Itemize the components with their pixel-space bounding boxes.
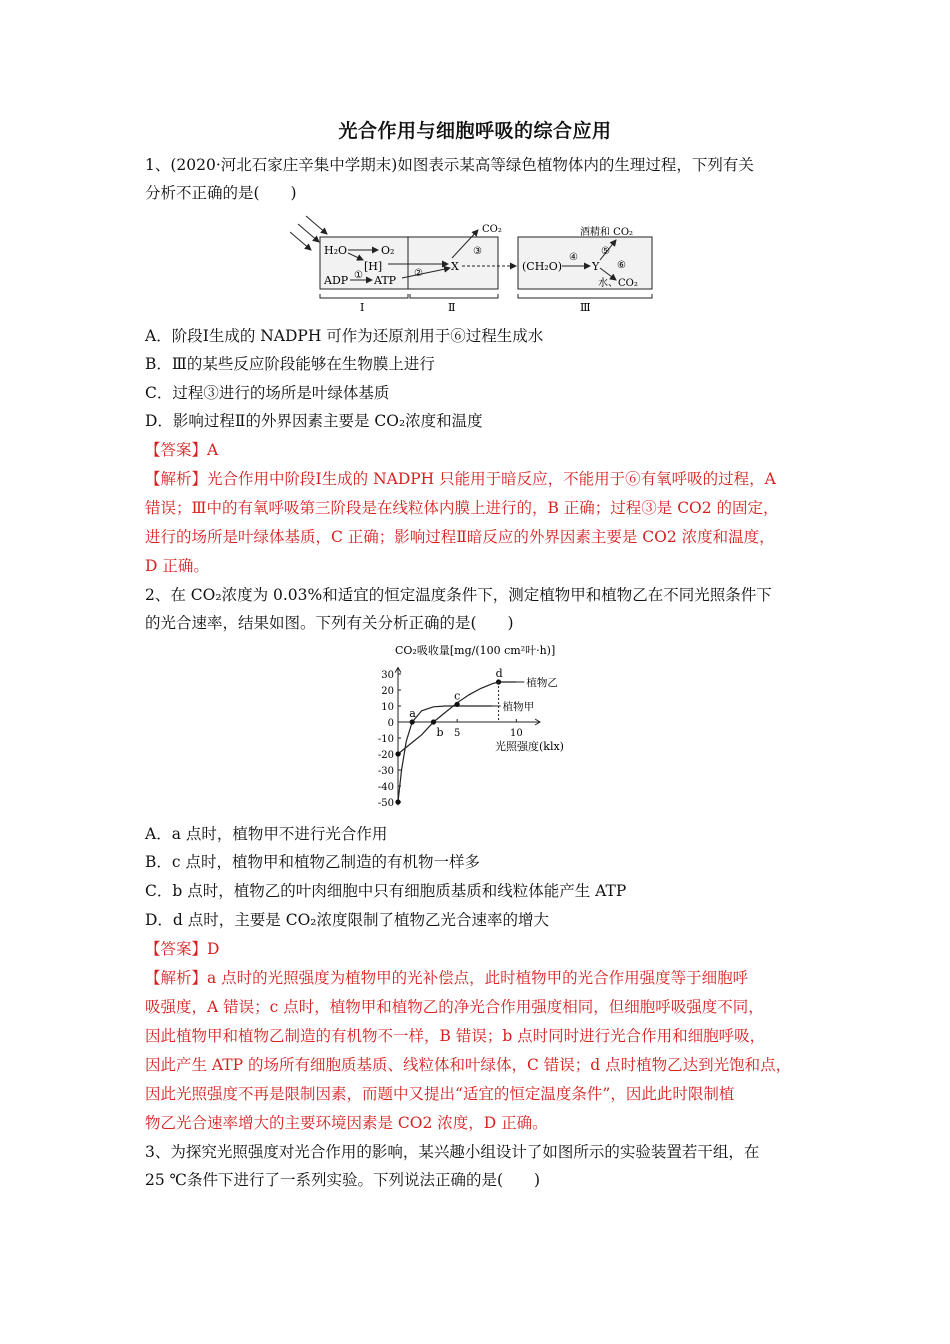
chart-start-point [395, 799, 400, 804]
o2-label: O₂ [381, 244, 395, 257]
chart-series-name: 植物甲 [502, 701, 535, 713]
q1-answer-value: A [207, 441, 219, 459]
circle-2: ② [414, 268, 423, 279]
chart-point-label-a: a [409, 707, 416, 720]
chart-y-tick-label: 20 [381, 686, 394, 697]
q2-option-a: A．a 点时，植物甲不进行光合作用 [145, 825, 388, 843]
chart-y-tick-label: -10 [377, 734, 394, 745]
q2-exp-label: 【解析】 [145, 969, 208, 987]
q2-explanation-line6: 物乙光合速率增大的主要环境因素是 CO2 浓度，D 正确。 [145, 1114, 548, 1132]
q1-answer-label: 【答案】 [145, 441, 208, 459]
q1-exp-text1: 光合作用中阶段Ⅰ生成的 NADPH 只能用于暗反应，不能用于⑥有氧呼吸的过程，A [207, 470, 776, 488]
circle-1: ① [354, 270, 363, 281]
q1-process-diagram [290, 210, 665, 315]
q1-answer [145, 440, 825, 460]
h-label: [H] [364, 260, 383, 273]
light-arrow-2 [298, 224, 319, 242]
x-label: X [451, 260, 459, 273]
q1-stem-line2: 分析不正确的是( ) [145, 184, 297, 202]
light-arrow-3 [290, 232, 311, 250]
chart-ylabel: CO₂吸收量[mg/(100 cm²叶·h)] [395, 644, 556, 657]
q2-exp-text1: a 点时的光照强度为植物甲的光补偿点，此时植物甲的光合作用强度等于细胞呼 [207, 969, 749, 987]
q2-explanation-line1 [145, 968, 825, 988]
q1-option-a: A．阶段Ⅰ生成的 NADPH 可作为还原剂用于⑥过程生成水 [145, 327, 544, 345]
water-co2-label: 水、CO₂ [598, 278, 638, 289]
q1-option-b: B．Ⅲ的某些反应阶段能够在生物膜上进行 [145, 355, 435, 373]
q3-stem-line1: 3、为探究光照强度对光合作用的影响，某兴趣小组设计了如图所示的实验装置若干组，在 [145, 1143, 760, 1161]
page-title: 光合作用与细胞呼吸的综合应用 [338, 120, 612, 142]
chart-point-a [410, 719, 415, 724]
y-label: Y [592, 260, 600, 273]
q1-stem-line1: 1、(2020·河北石家庄辛集中学期末)如图表示某高等绿色植物体内的生理过程，下列有关 [145, 156, 754, 174]
q2-explanation-line5: 因此光照强度不再是限制因素，而题中又提出“适宜的恒定温度条件”，因此此时限制植 [145, 1085, 735, 1103]
circle-6: ⑥ [617, 260, 626, 271]
chart-x-tick-label: 10 [509, 728, 523, 739]
q2-explanation-line4: 因此产生 ATP 的场所有细胞质基质、线粒体和叶绿体，C 错误；d 点时植物乙达到光饱和点， [145, 1056, 792, 1074]
co2-top-label: CO₂ [482, 224, 502, 235]
q3-stem-line2: 25 ℃条件下进行了一系列实验。下列说法正确的是( ) [145, 1171, 541, 1189]
q1-explanation-line3: 进行的场所是叶绿体基质，C 正确；影响过程Ⅱ暗反应的外界因素主要是 CO2 浓度和温度， [145, 528, 775, 546]
q1-explanation-line2: 错误；Ⅲ中的有氧呼吸第三阶段是在线粒体内膜上进行的，B 正确；过程③是 CO2 的固定， [145, 499, 779, 517]
q2-light-response-chart [355, 640, 595, 812]
chart-point-label-b: b [436, 726, 444, 739]
chart-y-tick-label: 0 [387, 718, 394, 729]
q2-answer-label: 【答案】 [145, 940, 208, 958]
chart-point-c [455, 702, 460, 707]
chart-series-name: 植物乙 [526, 677, 558, 689]
ch2o-label: (CH₂O) [522, 260, 563, 273]
chart-xlabel: 光照强度(klx) [495, 740, 564, 753]
circle-4: ④ [569, 252, 578, 263]
q2-explanation-line3: 因此植物甲和植物乙制造的有机物不一样，B 错误；b 点时同时进行光合作用和细胞呼吸， [145, 1027, 766, 1045]
chart-point-label-c: c [454, 689, 461, 703]
chart-y-tick-label: 30 [381, 670, 394, 681]
chart-x-tick-label: 5 [453, 728, 461, 739]
q1-explanation-line4: D 正确。 [145, 557, 209, 575]
q2-stem-line2: 的光合速率，结果如图。下列有关分析正确的是( ) [145, 614, 514, 632]
q2-stem-line1: 2、在 CO₂浓度为 0.03%和适宜的恒定温度条件下，测定植物甲和植物乙在不同光照条件下 [145, 586, 772, 604]
q1-option-c: C．过程③进行的场所是叶绿体基质 [145, 384, 390, 402]
q2-answer-value: D [207, 940, 220, 958]
light-arrow-1 [306, 216, 327, 234]
q2-option-c: C．b 点时，植物乙的叶肉细胞中只有细胞质基质和线粒体能产生 ATP [145, 882, 627, 900]
circle-5: ⑤ [601, 246, 610, 257]
h2o-label: H₂O [324, 244, 348, 257]
q2-option-d: D．d 点时，主要是 CO₂浓度限制了植物乙光合速率的增大 [145, 911, 549, 929]
q1-exp-label: 【解析】 [145, 470, 208, 488]
q2-explanation-line2: 吸强度，A 错误；c 点时，植物甲和植物乙的净光合作用强度相同，但细胞呼吸强度不同， [145, 998, 764, 1016]
q1-option-d: D．影响过程Ⅱ的外界因素主要是 CO₂浓度和温度 [145, 412, 483, 430]
q1-explanation-line1 [145, 469, 825, 489]
chart-y-tick-label: -20 [377, 750, 394, 761]
stage1-label: Ⅰ [360, 301, 365, 314]
chart-y-tick-label: 10 [381, 702, 394, 713]
q2-option-b: B．c 点时，植物甲和植物乙制造的有机物一样多 [145, 853, 480, 871]
chart-y-tick-label: -40 [377, 782, 394, 793]
chart-point-b [431, 719, 436, 724]
atp-label: ATP [374, 274, 397, 287]
stage3-label: Ⅲ [580, 301, 591, 314]
chart-y-tick-label: -50 [377, 798, 394, 809]
q2-answer [145, 939, 825, 959]
alcohol-co2-label: 酒精和 CO₂ [580, 227, 634, 238]
adp-label: ADP [324, 274, 349, 287]
chart-point-label-d: d [495, 667, 503, 680]
chart-start-point [395, 751, 400, 756]
chart-y-tick-label: -30 [377, 766, 394, 777]
circle-3: ③ [473, 246, 482, 257]
stage2-label: Ⅱ [448, 301, 456, 314]
